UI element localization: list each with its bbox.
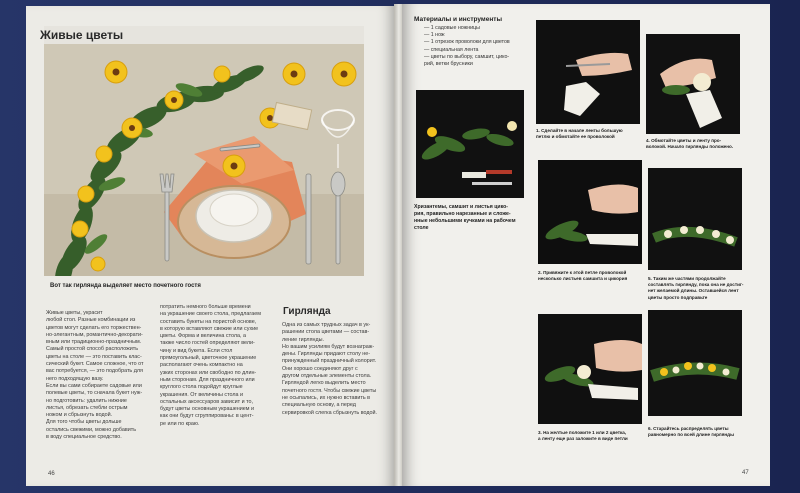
materials-item: — 1 отрезок проволоки для цветов [424, 39, 510, 46]
text-column-3: Одна из самых трудных задач в ук- рашении стола цветами — состав- ление гирлянды. Но вашим усилиям будут вознаграж- дены. Гирлянды придают столу не- принужденный праздничный колорит. Они хорошо соединяют друг с другом отдельные элементы стола. Гирляндой легко выделить место почетного гостя. Чтобы свежие цветы не осыпались, их нужно вставить в специальную основу, а перед сервировкой слегка сбрызнуть водой. [282, 322, 378, 416]
section-title: Гирлянда [283, 306, 331, 317]
hero-caption: Вот так гирлянда выделяет место почетного гостя [50, 283, 201, 289]
step-caption: 1. Сделайте в начале ленты большую петлю и обмотайте ее проволокой [536, 128, 623, 140]
step-caption: 6. Старайтесь распределять цветы равномерно по всей длине гирлянды [648, 426, 735, 438]
materials-list [424, 25, 510, 68]
step-caption: 2. Привяжите к этой петле проволокой несколько листьев самшита и цикория [538, 270, 628, 282]
text-column-2: потратить немного больше времени на украшение своего стола, предлагаем составить букеты на пористой основе, в которую вставляют свежие или сухие цветы. Форма и величина стола, а также число гостей определяют вели- чину и вид букета. Если стол прямоугольный, цветочное украшение располагают очень компактно на узких сторонах или свободно по длин- ным сторонам. Для праздничного или круглого стола подойдут круглые украшения. От величины стола и остальных аксессуаров зависит и то, будут цветы основным украшением и как они будут сгруппированы: в цент- ре или по краю. [160, 304, 261, 427]
materials-item: рий, ветки брусники [424, 61, 473, 68]
step-caption: 3. На желтые положите 1 или 2 цветка, а ленту еще раз заложите в виде петли [538, 430, 628, 442]
step-4-photo [646, 34, 740, 134]
step-1-photo [536, 20, 640, 124]
materials-item: — 1 нож [424, 32, 445, 39]
text-column-1: Живые цветы, украсит любой стол. Разные комбинации из цветов могут сделать его торжествен- но-элегантным, романтично-декорати- вным или традиционно-праздничным. Самый простой способ расположить цветы на столе — это поставить клас- сический букет. Самое сложное, что от вас потребуется, — это подобрать для него подходящую вазу. Если вы сами собираете садовые или полевые цветы, то сначала букет нуж- но подготовить: удалить нижние листья, обрезать стебли острым ножом и сбрызнуть водой. Для того чтобы цветы дольше остались свежими, можно добавить в воду специальное средство. [46, 310, 144, 441]
step-caption: 4. Обмотайте цветы и ленту про- волокой. Начало гирлянды положено. [646, 138, 734, 150]
table-setting-photo [44, 44, 364, 276]
step-caption: 5. Таким же частями продолжайте составлять гирлянду, пока она не достиг- нет желаемой длины. Оставшейся лент цветы просто подправьте [648, 276, 744, 300]
step-2-photo [538, 160, 642, 264]
step-5-photo [648, 168, 742, 270]
page-number-left: 46 [48, 471, 55, 477]
materials-item: — 1 садовые ножницы [424, 25, 480, 31]
step-6-photo [648, 310, 742, 416]
materials-item: — специальная лента [424, 46, 479, 53]
table-setting-illustration [44, 44, 364, 276]
page-title: Живые цветы [40, 28, 124, 42]
materials-title: Материалы и инструменты [414, 16, 502, 23]
tools-caption: Хризантемы, самшит и листья цико- рия, правильно нарезанные и сложе- нные небольшими кучками на рабочем столе [414, 204, 516, 231]
page-number-right: 47 [742, 470, 749, 476]
book-gutter [394, 4, 402, 486]
materials-item: — цветы по выбору, самшит, цико- [424, 53, 510, 60]
tools-photo [416, 90, 524, 198]
step-3-photo [538, 314, 642, 424]
